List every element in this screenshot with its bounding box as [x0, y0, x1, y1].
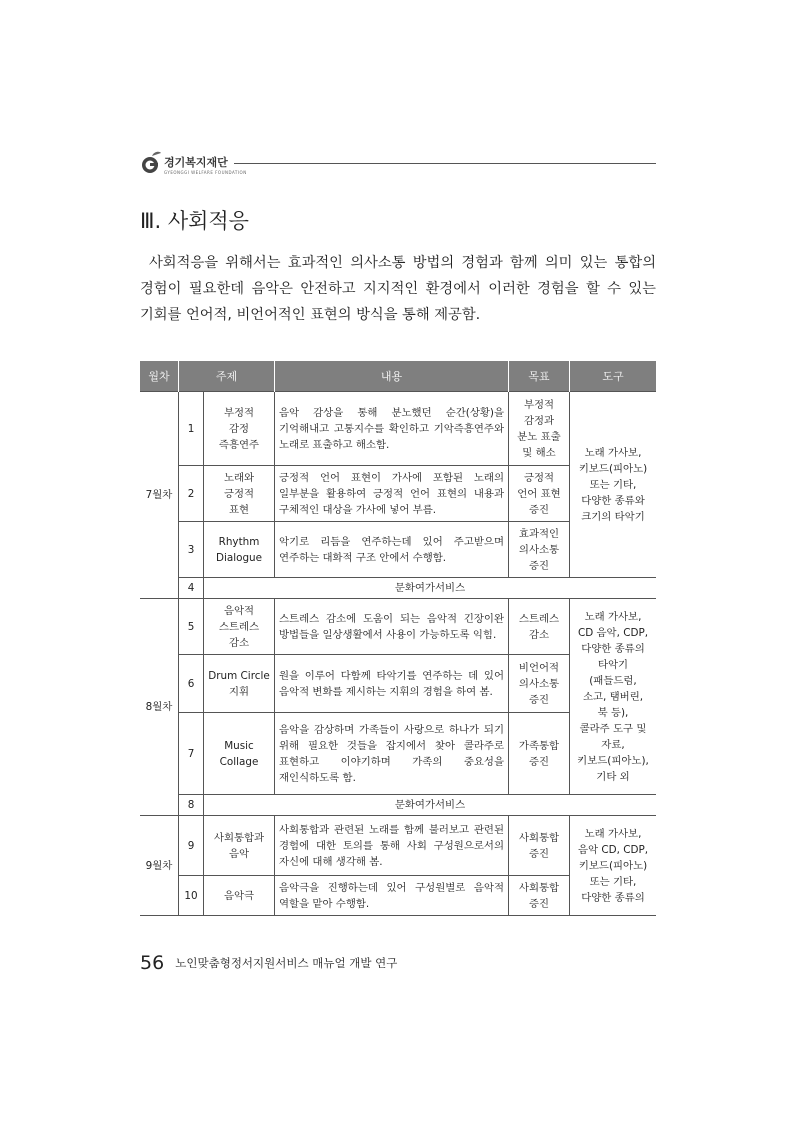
- tool-cell: 노래 가사보, CD 음악, CDP, 다양한 종류의 타악기 (패들드럼, 소고, 탬버린, 북 등), 콜라주 도구 및 자료, 키보드(피아노), 기타 외: [570, 599, 657, 795]
- session-content: 음악 감상을 통해 분노했던 순간(상황)을 기억해내고 고통지수를 확인하고 기악즉흥연주와 노래로 표출하고 해소함.: [275, 392, 509, 466]
- session-content: 긍정적 언어 표현이 가사에 포함된 노래의 일부분을 활용하여 긍정적 언어 표현의 내용과 구체적인 대상을 가사에 넣어 부름.: [275, 466, 509, 522]
- service-cell: 문화여가서비스: [204, 578, 657, 599]
- session-topic: Drum Circle 지휘: [204, 655, 275, 713]
- col-header-month: 월차: [140, 361, 179, 392]
- intro-paragraph: 사회적응을 위해서는 효과적인 의사소통 방법의 경험과 함께 의미 있는 통합의 경험이 필요한데 음악은 안전하고 지지적인 환경에서 이러한 경험을 할 수 있는 기회를 언어적, 비언어적인 표현의 방식을 통해 제공함.: [140, 255, 656, 323]
- session-content: 악기로 리듬을 연주하는데 있어 주고받으며 연주하는 대화적 구조 안에서 수행함.: [275, 522, 509, 578]
- session-topic: 음악극: [204, 876, 275, 916]
- session-topic: 사회통합과 음악: [204, 816, 275, 876]
- service-cell: 문화여가서비스: [204, 795, 657, 816]
- section-title: Ⅲ. 사회적응: [140, 209, 249, 233]
- col-header-topic: 주제: [179, 361, 275, 392]
- session-topic: Rhythm Dialogue: [204, 522, 275, 578]
- session-number: 4: [179, 578, 204, 599]
- col-header-tool: 도구: [570, 361, 657, 392]
- month-cell: 9월차: [140, 816, 179, 916]
- session-goal: 효과적인 의사소통 증진: [509, 522, 570, 578]
- org-subtitle: GYEONGGI WELFARE FOUNDATION: [164, 170, 247, 175]
- session-topic: 부정적 감정 즉흥연주: [204, 392, 275, 466]
- session-number: 10: [179, 876, 204, 916]
- session-goal: 스트레스 감소: [509, 599, 570, 655]
- session-goal: 가족통합 증진: [509, 713, 570, 795]
- month-cell: 7월차: [140, 392, 179, 599]
- session-number: 5: [179, 599, 204, 655]
- session-topic: 노래와 긍정적 표현: [204, 466, 275, 522]
- foundation-logo-icon: [140, 150, 162, 176]
- running-title: 노인맞춤형정서지원서비스 매뉴얼 개발 연구: [175, 956, 398, 970]
- org-name: 경기복지재단: [164, 156, 228, 169]
- page-header: [140, 150, 656, 180]
- session-content: 원을 이루어 다함께 타악기를 연주하는 데 있어 음악적 변화를 제시하는 지휘의 경험을 하여 봄.: [275, 655, 509, 713]
- session-content: 사회통합과 관련된 노래를 함께 불러보고 관련된 경험에 대한 토의를 통해 사회 구성원으로서의 자신에 대해 생각해 봄.: [275, 816, 509, 876]
- header-rule: [234, 163, 656, 164]
- col-header-goal: 목표: [509, 361, 570, 392]
- session-topic: Music Collage: [204, 713, 275, 795]
- session-content: 음악을 감상하며 가족들이 사랑으로 하나가 되기 위해 필요한 것들을 잡지에서 찾아 콜라주로 표현하고 이야기하며 가족의 중요성을 재인식하도록 함.: [275, 713, 509, 795]
- session-number: 8: [179, 795, 204, 816]
- table-header-row: [140, 361, 656, 392]
- session-goal: 긍정적 언어 표현 증진: [509, 466, 570, 522]
- session-number: 1: [179, 392, 204, 466]
- program-table: [140, 361, 656, 916]
- session-number: 6: [179, 655, 204, 713]
- session-content: 스트레스 감소에 도움이 되는 음악적 긴장이완 방법들을 일상생활에서 사용이 가능하도록 익힘.: [275, 599, 509, 655]
- session-content: 음악극을 진행하는데 있어 구성원별로 음악적 역할을 맡아 수행함.: [275, 876, 509, 916]
- table-row: [140, 578, 656, 599]
- month-cell: 8월차: [140, 599, 179, 816]
- session-goal: 사회통합 증진: [509, 816, 570, 876]
- tool-cell: 노래 가사보, 음악 CD, CDP, 키보드(피아노) 또는 기타, 다양한 종류의: [570, 816, 657, 916]
- session-number: 2: [179, 466, 204, 522]
- table-row: [140, 795, 656, 816]
- session-goal: 비언어적 의사소통 증진: [509, 655, 570, 713]
- session-number: 7: [179, 713, 204, 795]
- page-footer: [140, 952, 397, 974]
- table-row: [140, 599, 656, 655]
- tool-cell: 노래 가사보, 키보드(피아노) 또는 기타, 다양한 종류와 크기의 타악기: [570, 392, 657, 578]
- col-header-content: 내용: [275, 361, 509, 392]
- session-number: 3: [179, 522, 204, 578]
- session-topic: 음악적 스트레스 감소: [204, 599, 275, 655]
- session-goal: 부정적 감정과 분노 표출 및 해소: [509, 392, 570, 466]
- session-number: 9: [179, 816, 204, 876]
- table-row: [140, 816, 656, 876]
- table-row: [140, 392, 656, 466]
- page-number: 56: [140, 952, 165, 974]
- session-goal: 사회통합 증진: [509, 876, 570, 916]
